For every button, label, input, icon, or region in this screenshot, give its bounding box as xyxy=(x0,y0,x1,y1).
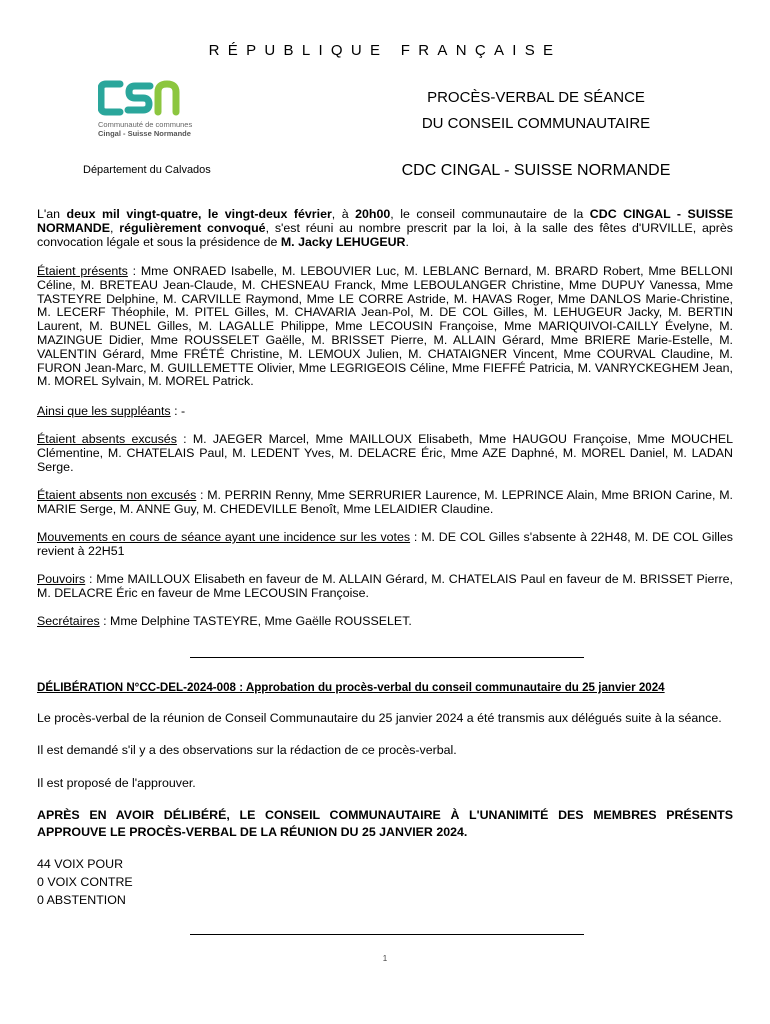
votes-block xyxy=(37,855,733,909)
cdc-logo xyxy=(98,78,208,138)
deliberation-paragraph-1: Le procès-verbal de la réunion de Conseil Communautaire du 25 janvier 2024 a été transmis aux délégués suite à la séance. xyxy=(37,711,722,725)
page-number: 1 xyxy=(382,954,388,963)
deliberation-decision: APRÈS EN AVOIR DÉLIBÉRÉ, LE CONSEIL COMMUNAUTAIRE À L'UNANIMITÉ DES MEMBRES PRÉSENTS APPROUVE LE PROCÈS-VERBAL DE LA RÉUNION DU 25 JANVIER 2024. xyxy=(37,808,733,839)
separator-line xyxy=(190,657,584,658)
title-line-1: PROCÈS-VERBAL DE SÉANCE xyxy=(427,89,645,106)
logo-text-line2: Cingal - Suisse Normande xyxy=(98,129,191,138)
deliberation-paragraph-2: Il est demandé s'il y a des observations sur la rédaction de ce procès-verbal. xyxy=(37,743,457,757)
suppleants-paragraph: Ainsi que les suppléants : - xyxy=(37,404,186,418)
presents-label: Étaient présents xyxy=(37,264,128,278)
departement-label: Département du Calvados xyxy=(83,164,211,176)
intro-paragraph: L'an deux mil vingt-quatre, le vingt-deux février, à 20h00, le conseil communautaire de la CDC CINGAL - SUISSE NORMANDE, régulièrement convoqué, s'est réuni au nombre prescrit par la loi, à la salle des fêtes d'URVILLE, après convocation légale et sous la présidence de M. Jacky LEHUGEUR. xyxy=(37,207,733,249)
votes-contre: 0 VOIX CONTRE xyxy=(37,875,133,889)
absents-excuses-paragraph: Étaient absents excusés : M. JAEGER Marcel, Mme MAILLOUX Elisabeth, Mme HAUGOU Françoise, Mme MOUCHEL Clémentine, M. CHATELAIS Paul, M. LEDENT Yves, M. DELACRE Éric, Mme AZE Daphné, M. MOREL Daniel, M. LADAN Serge. xyxy=(37,432,733,474)
secretaires-paragraph: Secrétaires : Mme Delphine TASTEYRE, Mme Gaëlle ROUSSELET. xyxy=(37,614,412,628)
csn-logo-icon xyxy=(98,78,188,118)
deliberation-title: DÉLIBÉRATION N°CC-DEL-2024-008 : Approbation du procès-verbal du conseil communautaire du 25 janvier 2024 xyxy=(37,681,665,694)
title-line-2: DU CONSEIL COMMUNAUTAIRE xyxy=(421,115,651,132)
title-line-3: CDC CINGAL - SUISSE NORMANDE xyxy=(401,162,671,179)
absents-non-excuses-paragraph: Étaient absents non excusés : M. PERRIN Renny, Mme SERRURIER Laurence, M. LEPRINCE Alain, Mme BRION Carine, M. MARIE Serge, M. ANNE Guy, M. CHEDEVILLE Benoît, Mme LELAIDIER Claudine. xyxy=(37,488,733,516)
pouvoirs-paragraph: Pouvoirs : Mme MAILLOUX Elisabeth en faveur de M. ALLAIN Gérard, M. CHATELAIS Paul en faveur de M. BRISSET Pierre, M. DELACRE Éric en faveur de Mme LECOUSIN Françoise. xyxy=(37,572,733,600)
votes-pour: 44 VOIX POUR xyxy=(37,857,124,871)
presents-paragraph: Étaient présents : Mme ONRAED Isabelle, M. LEBOUVIER Luc, M. LEBLANC Bernard, M. BRARD Robert, Mme BELLONI Céline, M. BRETEAU Jean-Claude, M. CHESNEAU Franck, Mme LEBOULANGER Christine, Mme DUPUY Vanessa, Mme TASTEYRE Delphine, M. CARVILLE Raymond, Mme LE CORRE Astride, M. HAVAS Roger, Mme DANLOS Marie-Christine, M. LECERF Théophile, M. PITEL Gilles, M. CHAVARIA Jean-Pol, M. DE COL Gilles, M. LEHUGEUR Jacky, M. BERTIN Laurent, M. BUNEL Gilles, M. LAGALLE Philippe, Mme LECOUSIN Françoise, Mme MARIQUIVOI-CAILLY Évelyne, M. MAZINGUE Didier, Mme ROUSSELET Gaëlle, M. BRISSET Pierre, M. ALLAIN Gérard, Mme BRIERE Marie-Estelle, M. VALENTIN Gérard, Mme FRÉTÉ Christine, M. LEMOUX Julien, M. CHATAIGNER Vincent, Mme COURVAL Claudine, M. FURON Jean-Marc, M. GUILLEMETTE Olivier, Mme LEGRIGEOIS Céline, Mme FIEFFÉ Patricia, M. VANRYCKEGHEM Jean, M. MOREL Sylvain, M. MOREL Patrick. xyxy=(37,264,733,389)
votes-abstention: 0 ABSTENTION xyxy=(37,893,126,907)
mouvements-paragraph: Mouvements en cours de séance ayant une incidence sur les votes : M. DE COL Gilles s'absente à 22H48, M. DE COL Gilles revient à 22H51 xyxy=(37,530,733,558)
logo-text-line1: Communauté de communes xyxy=(98,120,193,129)
separator-line-bottom xyxy=(190,934,584,935)
republique-heading: RÉPUBLIQUE FRANÇAISE xyxy=(208,42,562,59)
deliberation-paragraph-3: Il est proposé de l'approuver. xyxy=(37,776,196,790)
